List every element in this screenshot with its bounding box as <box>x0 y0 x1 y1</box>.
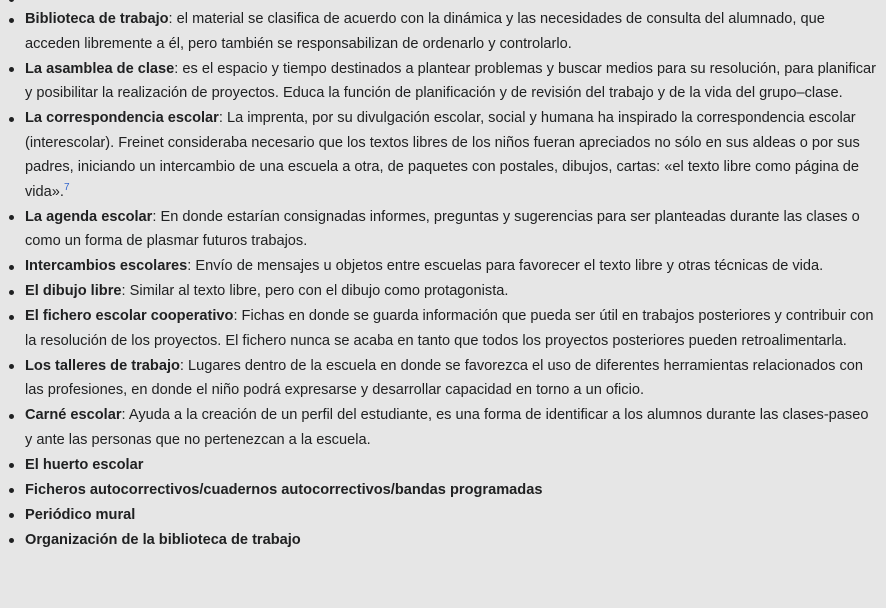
item-description: : Envío de mensajes u objetos entre escuelas para favorecer el texto libre y otras técnicas de vida. <box>187 258 824 274</box>
list-item <box>0 57 876 106</box>
bullet-icon <box>9 488 14 493</box>
bullet-icon <box>9 117 14 122</box>
item-description: : Similar al texto libre, pero con el dibujo como protagonista. <box>121 283 509 299</box>
bullet-icon <box>9 290 14 295</box>
item-term: El huerto escolar <box>25 456 144 473</box>
list-item <box>0 106 876 204</box>
list-item <box>0 304 876 353</box>
item-term: Periódico mural <box>25 506 136 523</box>
bullet-icon <box>9 538 14 543</box>
item-term: El fichero escolar cooperativo <box>25 308 234 324</box>
item-description: : Fichas en donde se guarda información que pueda ser útil en trabajos posteriores y contribuir con la resolución de los proyectos. El fichero nunca se acaba en tanto que todos los proyectos posteriores pueden retroalimentarla. <box>25 308 874 349</box>
item-term: El dibujo libre <box>25 283 122 299</box>
item-description: : Lugares dentro de la escuela en donde se favorezca el uso de diferentes herramientas relacionados con las profesiones, en donde el niño podrá expresarse y desarrollar capacidad en torno a un oficio. <box>25 357 864 398</box>
list-item <box>0 7 876 56</box>
item-term: Carné escolar <box>25 407 122 423</box>
bullet-icon <box>9 215 14 220</box>
list-item <box>0 503 876 528</box>
bullet-icon <box>9 265 14 270</box>
bullet-icon <box>9 67 14 72</box>
item-term: Organización de la biblioteca de trabajo <box>25 531 301 548</box>
item-term: Intercambios escolares <box>25 258 188 274</box>
item-description: : La imprenta, por su divulgación escolar, social y humana ha inspirado la correspondencia escolar (interescolar). Freinet consideraba necesario que los textos libres de los niños fueran apreciados no sólo en sus aldeas o por sus padres, iniciando un intercambio de una escuela a otra, de paquetes con postales, dibujos, cartas: «el texto libre como página de vida». <box>25 110 860 200</box>
item-term: La asamblea de clase <box>25 60 175 77</box>
list-item <box>0 354 876 403</box>
item-term: Los talleres de trabajo <box>25 357 180 374</box>
item-description: : el material se clasifica de acuerdo con la dinámica y las necesidades de consulta del alumnado, que acceden libremente a él, pero también se responsabilizan de ordenarlo y controlarlo. <box>25 11 825 52</box>
item-description: : es el espacio y tiempo destinados a plantear problemas y buscar medios para su resolución, para planificar y posibilitar la realización de proyectos. Educa la función de planificación y de revisión del trabajo y de la vida del grupo–clase. <box>25 60 876 101</box>
reference-link[interactable]: 7 <box>63 181 70 193</box>
list-item <box>0 205 876 254</box>
list-item <box>0 528 876 553</box>
item-term: La agenda escolar <box>25 208 153 225</box>
list-item <box>0 279 876 304</box>
list-item <box>0 403 876 452</box>
list-item <box>0 254 876 279</box>
item-term: La correspondencia escolar <box>25 110 219 126</box>
item-term: Biblioteca de trabajo <box>25 11 169 27</box>
item-term: Ficheros autocorrectivos/cuadernos autocorrectivos/bandas programadas <box>25 481 543 498</box>
list-item <box>0 453 876 478</box>
item-description: : Ayuda a la creación de un perfil del estudiante, es una forma de identificar a los alumnos durante las clases-paseo y ante las personas que no pertenezcan a la escuela. <box>25 407 869 448</box>
bullet-icon <box>9 463 14 468</box>
bullet-icon <box>9 364 14 369</box>
item-description: : En donde estarían consignadas informes, preguntas y sugerencias para ser planteadas durante las clases o como un forma de plasmar futuros trabajos. <box>25 208 860 249</box>
list-item <box>0 478 876 503</box>
bullet-icon <box>9 18 14 23</box>
bullet-icon <box>9 315 14 320</box>
techniques-list <box>0 7 876 553</box>
bullet-icon <box>9 513 14 518</box>
bullet-icon <box>9 414 14 419</box>
previous-bullet-fragment <box>9 0 14 2</box>
